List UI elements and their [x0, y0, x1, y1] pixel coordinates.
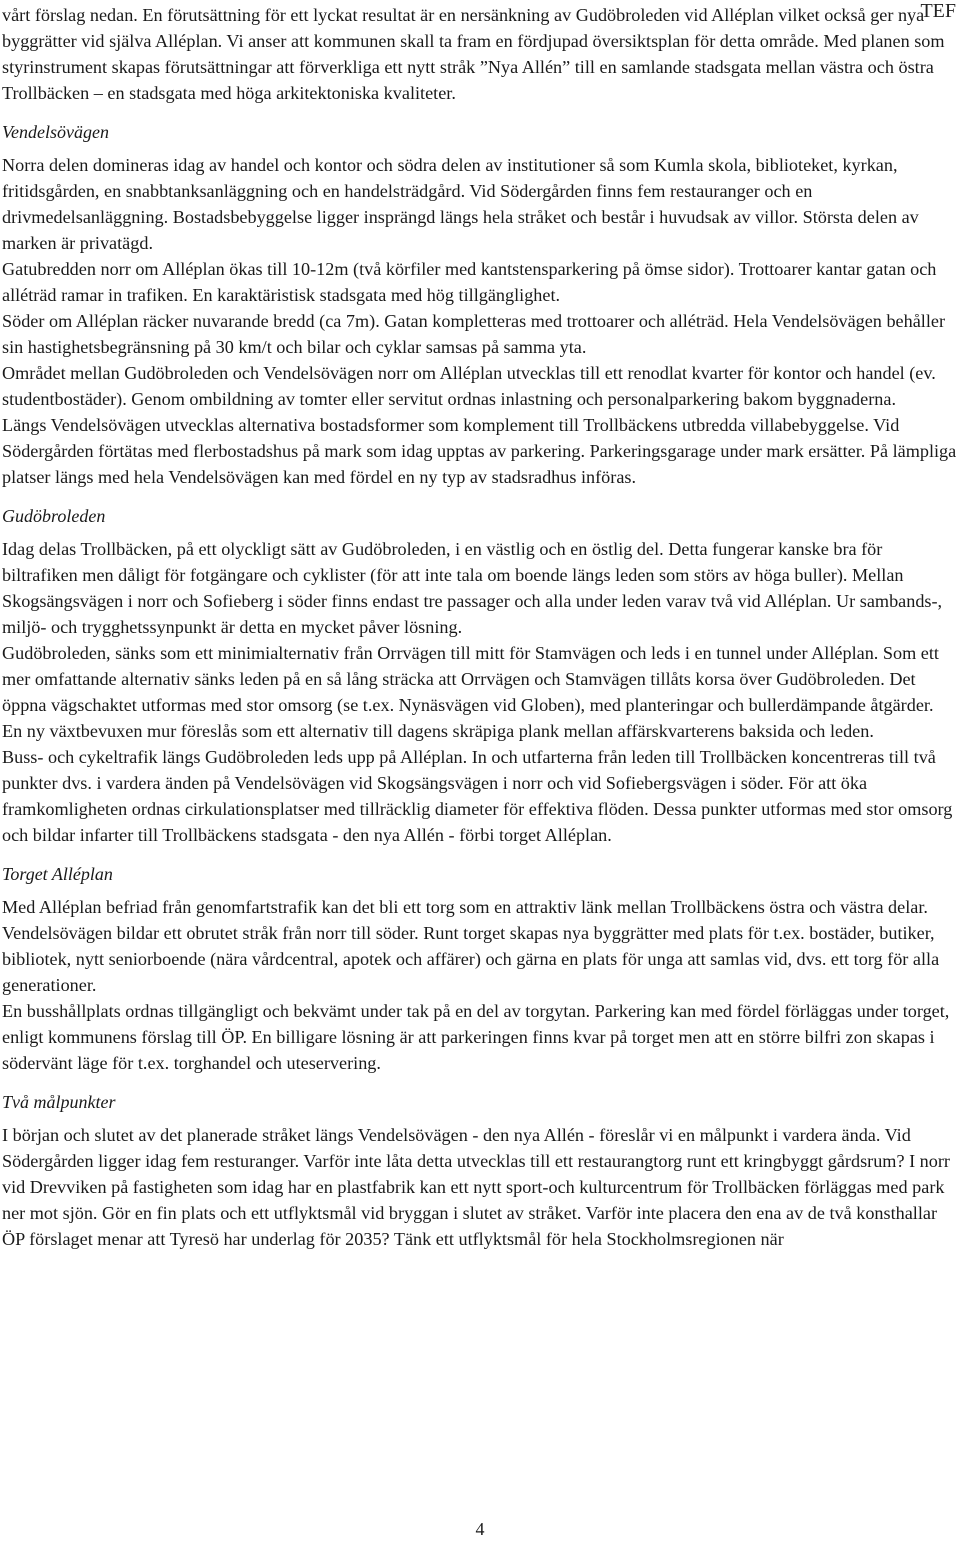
body-paragraph: Området mellan Gudöbroleden och Vendelsövägen norr om Alléplan utvecklas till ett renodlat kvarter för kontor och handel (ev. studentbostäder). Genom ombildning av tomter eller servitut ordnas inlastning och personalparkering bakom byggnaderna.: [2, 363, 936, 409]
body-paragraph: Gatubredden norr om Alléplan ökas till 10-12m (två körfiler med kantstensparkering på ömse sidor). Trottoarer kantar gatan och alléträd ramar in trafiken. En karaktäristisk stadsgata med hög tillgänglighet.: [2, 259, 937, 305]
section-torget-alleplan: [2, 862, 958, 1076]
section-heading: Torget Alléplan: [2, 864, 113, 884]
section-gudobroleden: [2, 504, 958, 848]
body-paragraph: I början och slutet av det planerade stråket längs Vendelsövägen - den nya Allén - föreslår vi en målpunkt i vardera ända. Vid Södergården ligger idag fem resturanger. Varför inte låta detta utvecklas till ett restaurangtorg runt ett kringbyggt gårdsrum? I norr vid Drevviken på fastigheten som idag har en plastfabrik kan ett nytt sport-och kulturcentrum för Trollbäcken förläggas med park ner mot sjön. Gör en fin plats och ett utflyktsmål vid bryggan i slutet av stråket. Varför inte placera den ena av de två konsthallar ÖP förslaget menar att Tyresö har underlag för 2035? Tänk ett utflyktsmål för hela Stockholmsregionen när: [2, 1125, 950, 1249]
body-paragraph: Söder om Alléplan räcker nuvarande bredd (ca 7m). Gatan kompletteras med trottoarer och alléträd. Hela Vendelsövägen behåller sin hastighetsbegränsning på 30 km/t och bilar och cyklar samsas på samma yta.: [2, 311, 946, 357]
document-header-mark: TEF: [920, 0, 956, 22]
body-paragraph: Idag delas Trollbäcken, på ett olyckligt sätt av Gudöbroleden, i en västlig och en östlig del. Detta fungerar kanske bra för biltrafiken men dåligt för fotgängare och cyklister (för att inte tala om boende längs leden som störs av höga buller). Mellan Skogsängsvägen i norr och Sofieberg i söder finns endast tre passager och alla under leden varav två vid Alléplan. Ur sambands-, miljö- och trygghetssynpunkt är detta en mycket påver lösning.: [2, 539, 943, 637]
section-heading: Två målpunkter: [2, 1092, 116, 1112]
body-paragraph: Med Alléplan befriad från genomfartstrafik kan det bli ett torg som en attraktiv länk mellan Trollbäckens östra och västra delar. Vendelsövägen bildar ett obrutet stråk från norr till söder. Runt torget skapas nya byggrätter med plats för t.ex. bostäder, butiker, bibliotek, nytt seniorboende (nära vårdcentral, apotek och affärer) och gärna en plats för unga att samlas vid, dvs. ett torg för alla generationer.: [2, 897, 940, 995]
section-tva-malpunkter: [2, 1090, 958, 1252]
body-paragraph: Gudöbroleden, sänks som ett minimialternativ från Orrvägen till mitt för Stamvägen och leds i en tunnel under Alléplan. Som ett mer omfattande alternativ sänks leden på en så lång sträcka att Orrvägen och Stamvägen tillåts korsa över Gudöbroleden. Det öppna vägschaktet utformas med stor omsorg (se t.ex. Nynäsvägen vid Globen), med planteringar och bullerdämpande åtgärder. En ny växtbevuxen mur föreslås som ett alternativ till dagens skräpiga plank mellan affärskvarterens baksida och leden.: [2, 643, 939, 741]
section-heading: Vendelsövägen: [2, 122, 109, 142]
section-heading: Gudöbroleden: [2, 506, 106, 526]
intro-paragraph: vårt förslag nedan. En förutsättning för ett lyckat resultat är en nersänkning av Gudöbroleden vid Alléplan vilket också ger nya byggrätter vid själva Alléplan. Vi anser att kommunen skall ta fram en fördjupad översiktsplan för detta område. Med planen som styrinstrument skapas förutsättningar att förverkliga ett nytt stråk ”Nya Allén” till en samlande stadsgata mellan västra och östra Trollbäcken – en stadsgata med höga arkitektoniska kvaliteter.: [2, 5, 945, 103]
page-number: 4: [475, 1519, 485, 1539]
body-paragraph: En busshållplats ordnas tillgängligt och bekvämt under tak på en del av torgytan. Parkering kan med fördel förläggas under torget, enligt kommunens förslag till ÖP. En billigare lösning är att parkeringen finns kvar på torget men att en större bilfri zon skapas i södervänt läge för t.ex. torghandel och uteservering.: [2, 1001, 950, 1073]
body-paragraph: Buss- och cykeltrafik längs Gudöbroleden leds upp på Alléplan. In och utfarterna från leden till Trollbäcken koncentreras till två punkter dvs. i vardera änden på Vendelsövägen vid Skogsängsvägen i norr och vid Sofiebergsvägen i söder. För att öka framkomligheten ordnas cirkulationsplatser med tillräcklig diameter för effektiva flöden. Dessa punkter utformas med stor omsorg och bildar infarter till Trollbäckens stadsgata - den nya Allén - förbi torget Alléplan.: [2, 747, 953, 845]
body-paragraph: Längs Vendelsövägen utvecklas alternativa bostadsformer som komplement till Trollbäckens utbredda villabebyggelse. Vid Södergården förtätas med flerbostadshus på mark som idag upptas av parkering. Parkeringsgarage under mark ersätter. På lämpliga platser längs med hela Vendelsövägen kan med fördel en ny typ av stadsradhus införas.: [2, 415, 957, 487]
body-paragraph: Norra delen domineras idag av handel och kontor och södra delen av institutioner så som Kumla skola, biblioteket, kyrkan, fritidsgården, en snabbtanksanläggning och en handelsträdgård. Vid Södergården finns fem restauranger och en drivmedelsanläggning. Bostadsbebyggelse ligger insprängd längs hela stråket och består i huvudsak av villor. Största delen av marken är privatägd.: [2, 155, 919, 253]
section-vendelsovagen: [2, 120, 958, 490]
